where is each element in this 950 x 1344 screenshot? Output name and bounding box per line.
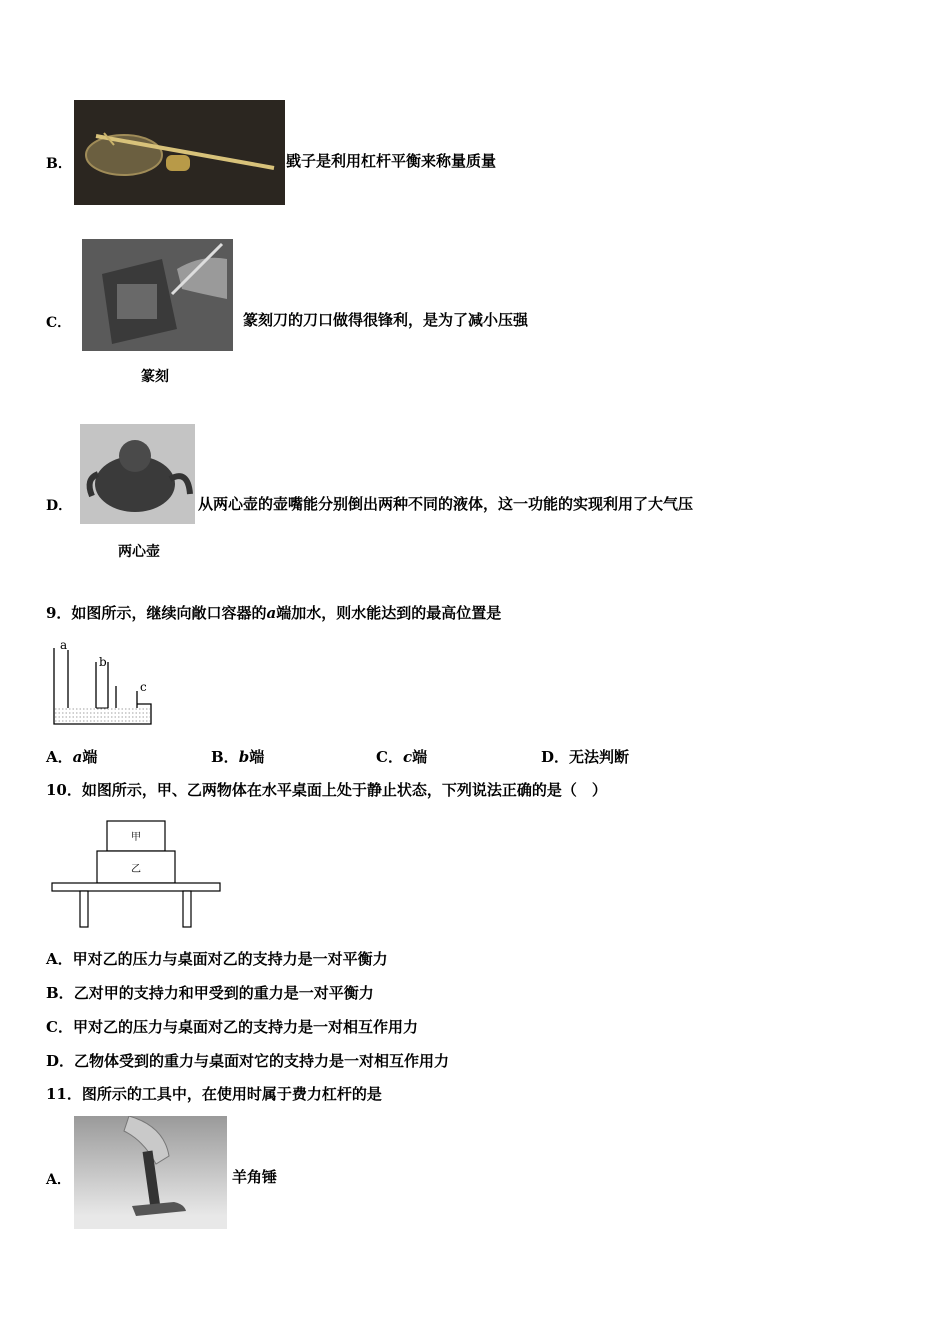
option-text-b: 戥子是利用杠杆平衡来称量质量 — [286, 152, 497, 170]
stacked-blocks-figure — [50, 818, 225, 930]
q10-option-d: D．乙物体受到的重力与桌面对它的支持力是一对相互作用力 — [46, 1052, 450, 1070]
q9-option-a: A．a端 — [46, 748, 98, 766]
q10-option-c: C．甲对乙的压力与桌面对乙的支持力是一对相互作用力 — [46, 1018, 418, 1036]
two-heart-pot-photo — [80, 424, 195, 524]
steelyard-balance-photo — [74, 100, 285, 205]
figure-label-a: a — [60, 638, 68, 652]
q9-option-d: D．无法判断 — [541, 748, 630, 766]
option-text-d: 从两心壶的壶嘴能分别倒出两种不同的液体，这一功能的实现利用了大气压 — [198, 495, 694, 513]
q10-option-b: B．乙对甲的支持力和甲受到的重力是一对平衡力 — [46, 984, 374, 1002]
photo-caption-pot: 两心壶 — [118, 544, 160, 560]
q11-option-text-a: 羊角锤 — [232, 1168, 278, 1186]
question-9-stem: 9．如图所示，继续向敞口容器的a端加水，则水能达到的最高位置是 — [46, 604, 502, 622]
option-label-b: B． — [46, 156, 72, 172]
photo-caption-seal: 篆刻 — [141, 369, 169, 385]
block-label-bottom: 乙 — [131, 864, 141, 875]
question-10-stem: 10．如图所示，甲、乙两物体在水平桌面上处于静止状态，下列说法正确的是（ ） — [46, 781, 607, 799]
connected-vessel-figure — [46, 636, 166, 731]
figure-label-c: c — [140, 680, 147, 694]
q9-option-b: B．b端 — [211, 748, 265, 766]
option-label-c: C． — [46, 315, 72, 331]
seal-carving-photo — [82, 239, 233, 351]
q10-option-a: A．甲对乙的压力与桌面对乙的支持力是一对平衡力 — [46, 950, 388, 968]
option-label-d: D． — [46, 498, 73, 514]
q9-option-c: C．c端 — [376, 748, 428, 766]
q11-option-label-a: A． — [46, 1172, 71, 1188]
block-label-top: 甲 — [131, 832, 141, 843]
figure-label-b: b — [99, 655, 107, 669]
option-text-c: 篆刻刀的刀口做得很锋利，是为了减小压强 — [243, 311, 529, 329]
question-11-stem: 11．图所示的工具中，在使用时属于费力杠杆的是 — [46, 1085, 382, 1103]
claw-hammer-photo — [74, 1116, 227, 1229]
